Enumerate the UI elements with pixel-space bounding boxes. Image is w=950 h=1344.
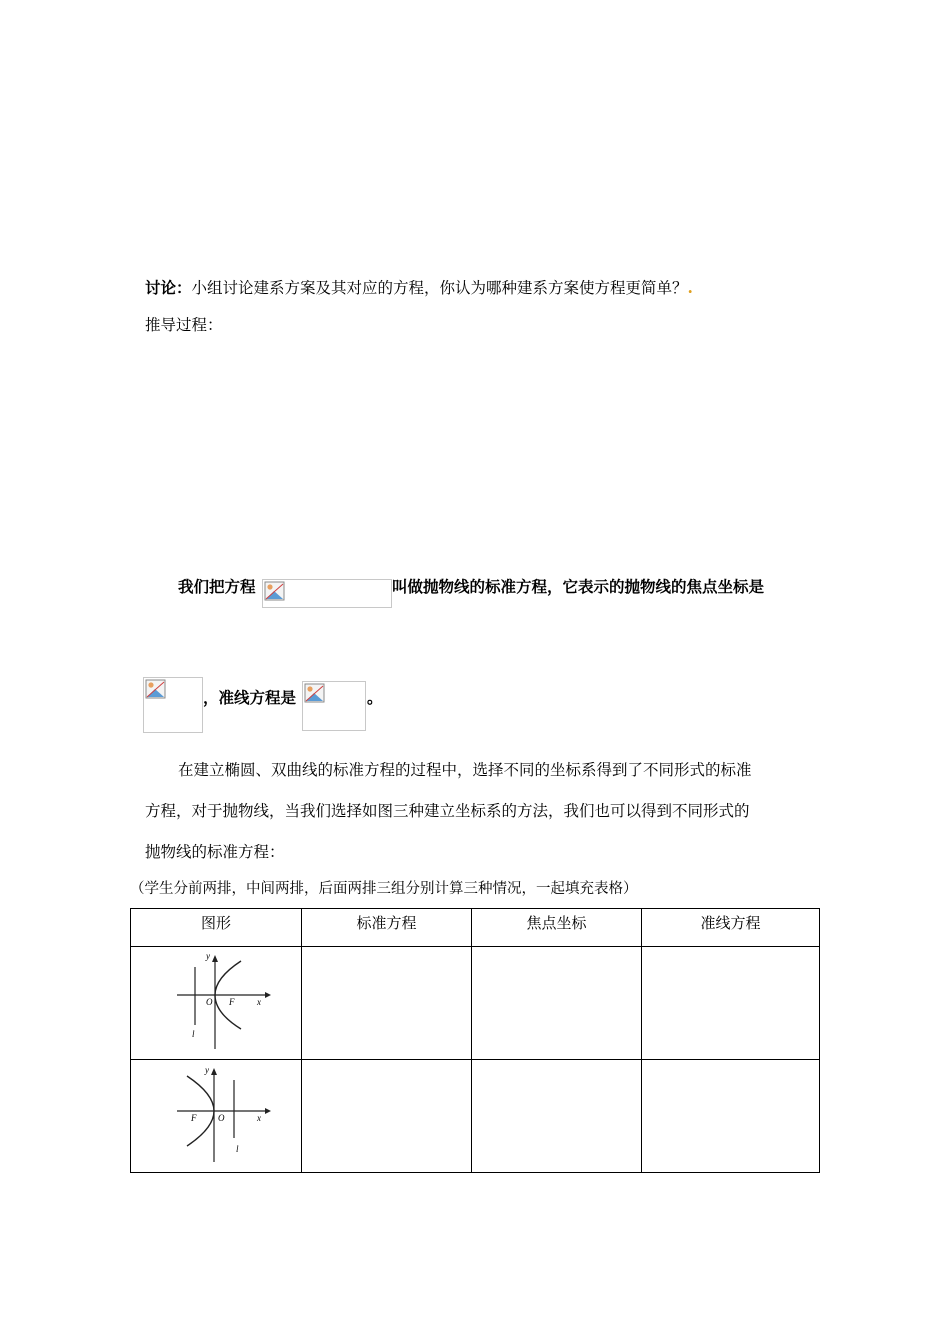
broken-image-icon [303, 682, 327, 704]
fig1-x-label: x [257, 997, 261, 1007]
directrix-image-placeholder [302, 681, 366, 731]
definition-part2: 叫做抛物线的标准方程，它表示的抛物线的焦点坐标是 [392, 577, 765, 596]
parabola-right-opening-figure [171, 953, 281, 1051]
directrix-equation-cell[interactable] [642, 1060, 820, 1173]
broken-image-icon [144, 678, 168, 700]
paragraph-note: （学生分前两排，中间两排，后面两排三组分别计算三种情况，一起填充表格） [130, 881, 638, 897]
paragraph-line-3: 抛物线的标准方程： [145, 843, 285, 861]
discussion-line [145, 276, 693, 298]
figure-cell-right-opening [131, 947, 302, 1060]
header-figure: 图形 [131, 909, 302, 947]
fig1-directrix-label: l [192, 1029, 195, 1039]
fig2-x-label: x [257, 1113, 261, 1123]
parabola-left-opening-figure [171, 1066, 281, 1164]
fig2-focus-label: F [191, 1113, 197, 1123]
discussion-mark: . [687, 278, 693, 297]
fig1-origin-label: O [206, 997, 213, 1007]
table-row [131, 1060, 820, 1173]
header-directrix-equation: 准线方程 [642, 909, 820, 947]
table-header-row [131, 909, 820, 947]
header-standard-equation: 标准方程 [302, 909, 472, 947]
discussion-text: 小组讨论建系方案及其对应的方程，你认为哪种建系方案使方程更简单？ [191, 279, 688, 297]
derivation-label: 推导过程： [145, 316, 223, 334]
focus-coordinates-cell[interactable] [472, 1060, 642, 1173]
definition-part3: ，准线方程是 [203, 688, 297, 707]
broken-image-icon [263, 580, 287, 602]
focus-coordinates-cell[interactable] [472, 947, 642, 1060]
fig2-directrix-label: l [236, 1144, 239, 1154]
fig1-focus-label: F [229, 997, 235, 1007]
header-focus-coordinates: 焦点坐标 [472, 909, 642, 947]
equation-image-placeholder [262, 579, 392, 608]
paragraph-line-1: 在建立椭圆、双曲线的标准方程的过程中，选择不同的坐标系得到了不同形式的标准 [178, 761, 752, 779]
fig2-origin-label: O [218, 1113, 225, 1123]
definition-part1: 我们把方程 [178, 577, 256, 596]
focus-image-placeholder [143, 677, 203, 733]
definition-part4: 。 [367, 688, 383, 707]
paragraph-line-2: 方程，对于抛物线，当我们选择如图三种建立坐标系的方法，我们也可以得到不同形式的 [145, 802, 750, 820]
fig1-y-label: y [206, 953, 210, 961]
standard-equation-cell[interactable] [302, 947, 472, 1060]
parabola-table [130, 908, 820, 1173]
discussion-label: 讨论： [145, 278, 192, 297]
fig2-y-label: y [205, 1066, 209, 1075]
directrix-equation-cell[interactable] [642, 947, 820, 1060]
standard-equation-cell[interactable] [302, 1060, 472, 1173]
table-row [131, 947, 820, 1060]
figure-cell-left-opening [131, 1060, 302, 1173]
